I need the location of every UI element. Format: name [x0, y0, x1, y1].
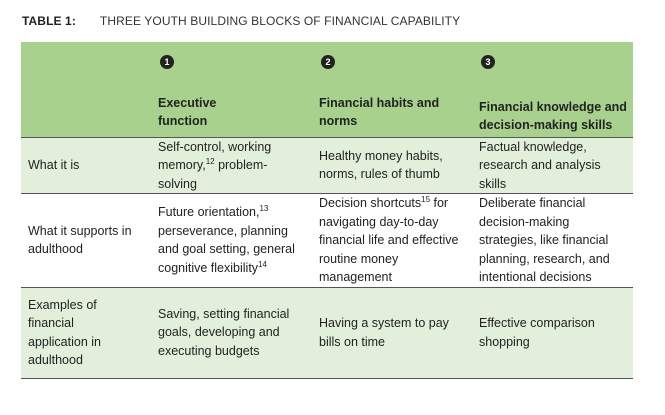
- table-cell: Factual knowledge, research and analysis skills: [472, 137, 633, 194]
- row-label: Examples of financial application in adulthood: [21, 287, 151, 378]
- column-title: Financial habits and norms: [319, 95, 440, 128]
- table-row: [21, 287, 633, 378]
- footnote-ref: 12: [205, 157, 215, 166]
- number-badge-2: 2: [321, 55, 335, 69]
- table-cell: Deliberate financial decision-making strategies, like financial planning, research, and intentional decisions: [472, 194, 633, 288]
- table-caption: [22, 14, 460, 28]
- header-financial-habits: [312, 42, 472, 137]
- table-cell: Saving, setting financial goals, developing and executing budgets: [151, 287, 312, 378]
- header-financial-knowledge: [472, 42, 633, 137]
- table-row: [21, 194, 633, 288]
- row-label: What it is: [21, 137, 151, 194]
- footnote-ref: 14: [258, 259, 267, 269]
- number-badge-1: 1: [160, 55, 174, 69]
- table-cell: Effective comparison shopping: [472, 287, 633, 378]
- table-cell: Self-control, working memory,$^{12}$ problem-solving: [151, 137, 312, 194]
- table-header-row: [21, 42, 633, 137]
- row-label: What it supports in adulthood: [21, 194, 151, 288]
- column-title: Financial knowledge and decision-making skills: [479, 99, 627, 132]
- table-title: THREE YOUTH BUILDING BLOCKS OF FINANCIAL CAPABILITY: [99, 14, 461, 28]
- table-cell: Having a system to pay bills on time: [312, 287, 472, 378]
- footnote-ref: 13: [259, 204, 269, 214]
- financial-capability-table: [21, 42, 633, 379]
- header-empty-cell: [21, 42, 151, 137]
- header-executive-function: [151, 42, 312, 137]
- column-title: Executive function: [158, 95, 217, 128]
- number-badge-3: 3: [481, 55, 495, 69]
- table-row: [21, 137, 633, 194]
- table-cell: Decision shortcuts$^{15}$ for navigating day-to-day financial life and effective routine money management: [312, 194, 472, 288]
- table-cell: Future orientation,$^{13}$ perseverance, planning and goal setting, general cognitive flexibility$^{14}$: [151, 194, 312, 288]
- footnote-ref: 15: [421, 195, 431, 204]
- table-label: TABLE 1:: [22, 14, 76, 28]
- table-cell: Healthy money habits, norms, rules of thumb: [312, 137, 472, 194]
